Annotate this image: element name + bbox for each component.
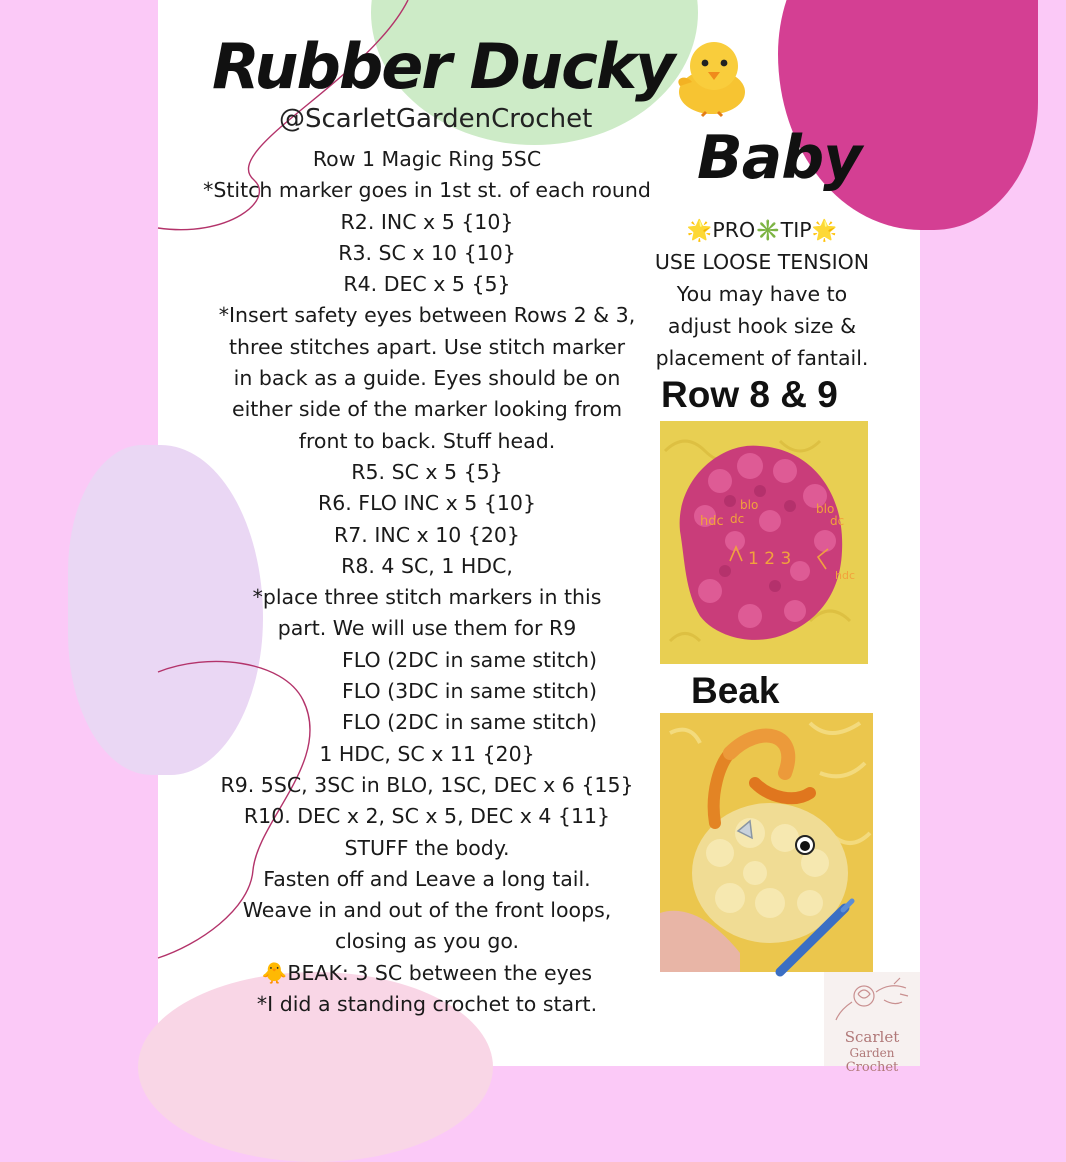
- pattern-line: R5. SC x 5 {5}: [351, 459, 503, 484]
- chick-icon: [672, 34, 758, 116]
- row89-photo: [660, 421, 868, 664]
- pattern-line: R6. FLO INC x 5 {10}: [317, 491, 537, 516]
- pattern-line: Row 1 Magic Ring 5SC: [312, 147, 542, 171]
- pattern-line: R7. INC x 10 {20}: [334, 522, 520, 547]
- pattern-line: R2. INC x 5 {10}: [340, 209, 514, 234]
- pattern-line: STUFF the body.: [344, 835, 510, 860]
- pattern-line: closing as you go.: [334, 929, 520, 954]
- logo-text: Scarlet: [844, 1028, 900, 1046]
- annotation: dc: [830, 514, 845, 528]
- annotation: blo: [740, 498, 759, 512]
- pro-tip-line: USE LOOSE TENSION: [654, 250, 870, 274]
- pattern-line: 🐥BEAK: 3 SC between the eyes: [261, 960, 593, 985]
- pattern-line: *place three stitch markers in this: [252, 585, 602, 610]
- pattern-line: FLO (3DC in same stitch): [342, 679, 598, 704]
- logo-text: Garden: [849, 1046, 895, 1060]
- pattern-line: Fasten off and Leave a long tail.: [263, 866, 591, 891]
- annotation: 1 2 3: [748, 549, 792, 569]
- duck-head-image: [660, 713, 873, 972]
- pro-tip-line: adjust hook size &: [667, 314, 857, 338]
- pattern-line: in back as a guide. Eyes should be on: [233, 366, 621, 391]
- page-subtitle: Baby: [697, 123, 862, 193]
- annotation: hdc: [835, 569, 856, 582]
- page-title: Rubber Ducky: [212, 30, 674, 103]
- pro-tip-line: placement of fantail.: [655, 346, 869, 370]
- pattern-instructions: [184, 144, 670, 1020]
- beak-photo: [660, 713, 873, 972]
- section-heading-row89: Row 8 & 9: [661, 374, 838, 415]
- pro-tip-line: You may have to: [676, 282, 848, 306]
- pattern-line: Weave in and out of the front loops,: [242, 898, 612, 923]
- pattern-line: either side of the marker looking from: [231, 397, 623, 422]
- pattern-line: R4. DEC x 5 {5}: [343, 272, 511, 297]
- pattern-line: FLO (2DC in same stitch): [342, 710, 598, 735]
- pattern-line: *Stitch marker goes in 1st st. of each round: [203, 178, 651, 203]
- pro-tip-heading: 🌟PRO✳️TIP🌟: [686, 218, 838, 242]
- pattern-line: part. We will use them for R9: [277, 616, 577, 641]
- logo-text: Crochet: [845, 1060, 899, 1075]
- pattern-line: R9. 5SC, 3SC in BLO, 1SC, DEC x 6 {15}: [220, 772, 634, 797]
- annotation: blo: [816, 502, 835, 516]
- pink-crochet-piece-image: [660, 421, 868, 664]
- pattern-line: R3. SC x 10 {10}: [338, 240, 516, 265]
- brand-logo: [824, 972, 920, 1075]
- author-handle: @ScarletGardenCrochet: [279, 104, 593, 134]
- pattern-line: three stitches apart. Use stitch marker: [228, 334, 626, 359]
- pattern-line: *Insert safety eyes between Rows 2 & 3,: [218, 303, 636, 328]
- pattern-line: front to back. Stuff head.: [298, 428, 556, 453]
- pattern-line: *I did a standing crochet to start.: [256, 992, 598, 1017]
- pro-tip: [646, 214, 878, 374]
- pattern-line: R8. 4 SC, 1 HDC,: [341, 553, 513, 578]
- pattern-line: R10. DEC x 2, SC x 5, DEC x 4 {11}: [243, 804, 611, 829]
- pattern-line: 1 HDC, SC x 11 {20}: [319, 741, 535, 766]
- annotation: dc: [730, 512, 745, 526]
- section-heading-beak: Beak: [691, 670, 780, 711]
- annotation: hdc: [700, 514, 724, 529]
- pattern-line: FLO (2DC in same stitch): [342, 647, 598, 672]
